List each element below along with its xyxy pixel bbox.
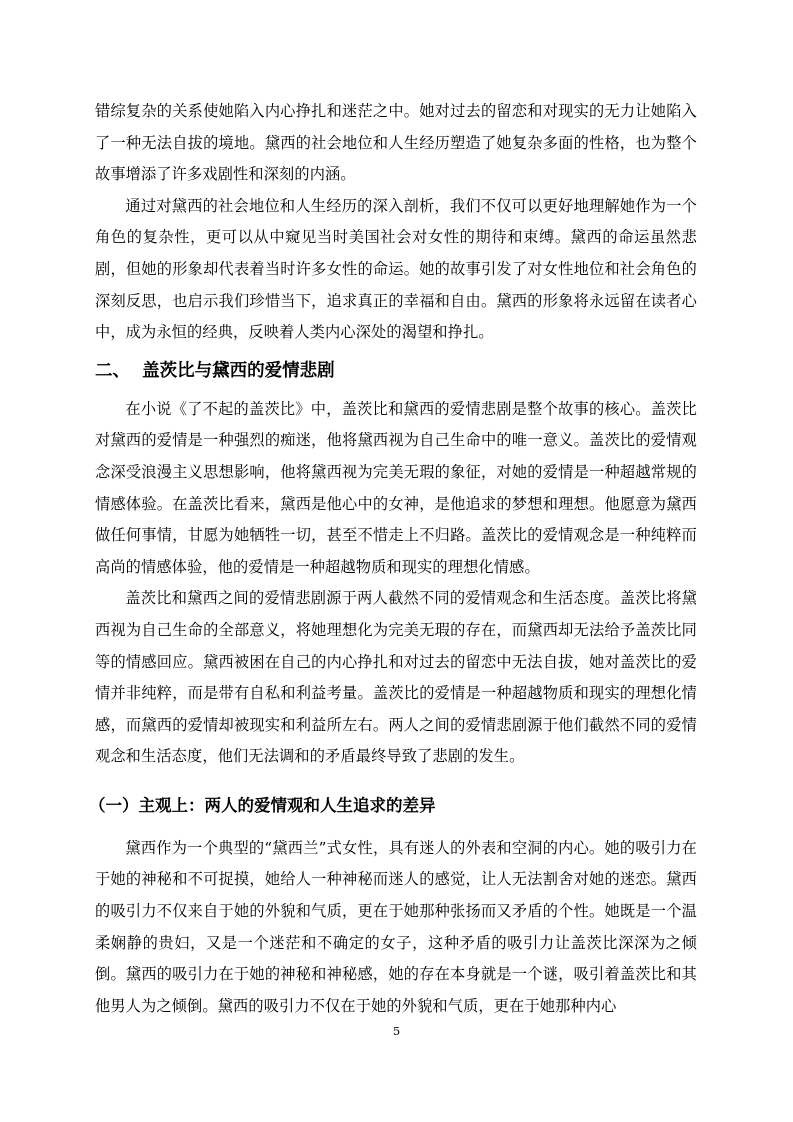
paragraph-love-tragedy: 盖茨比和黛西之间的爱情悲剧源于两人截然不同的爱情观念和生活态度。盖茨比将黛西视为自己生命的全部意义，将她理想化为完美无瑕的存在，而黛西却无法给予盖茨比同等的情感回应。黛西被困在自己的内心挣扎和对过去的留恋中无法自拔，她对盖茨比的爱情并非纯粹，而是带有自私和利益考量。盖茨比的爱情是一种超越物质和现实的理想化情感，而黛西的爱情却被现实和利益所左右。两人之间的爱情悲剧源于他们截然不同的爱情观念和生活态度，他们无法调和的矛盾最终导致了悲剧的发生。 bbox=[95, 589, 697, 766]
paragraph-analysis-summary: 通过对黛西的社会地位和人生经历的深入剖析，我们不仅可以更好地理解她作为一个角色的复杂性，更可以从中窥见当时美国社会对女性的期待和束缚。黛西的命运虽然悲剧，但她的形象却代表着当时许多女性的命运。她的故事引发了对女性地位和社会角色的深刻反思，也启示我们珍惜当下，追求真正的幸福和自由。黛西的形象将永远留在读者心中，成为永恒的经典，反映着人类内心深处的渴望和挣扎。 bbox=[95, 196, 697, 342]
paragraph-gatsby-love: 在小说《了不起的盖茨比》中，盖茨比和黛西的爱情悲剧是整个故事的核心。盖茨比对黛西的爱情是一种强烈的痴迷，他将黛西视为自己生命中的唯一意义。盖茨比的爱情观念深受浪漫主义思想影响，他将黛西视为完美无瑕的象征，对她的爱情是一种超越常规的情感体验。在盖茨比看来，黛西是他心中的女神，是他追求的梦想和理想。他愿意为黛西做任何事情，甘愿为她牺牲一切，甚至不惜走上不归路。盖茨比的爱情观念是一种纯粹而高尚的情感体验，他的爱情是一种超越物质和现实的理想化情感。 bbox=[95, 399, 697, 576]
paragraph-continuation: 错综复杂的关系使她陷入内心挣扎和迷茫之中。她对过去的留恋和对现实的无力让她陷入了一种无法自拔的境地。黛西的社会地位和人生经历塑造了她复杂多面的性格，也为整个故事增添了许多戏剧性和深刻的内涵。 bbox=[95, 102, 697, 184]
subsection-heading: （一）主观上：两人的爱情观和人生追求的差异 bbox=[89, 795, 436, 815]
section-heading: 二、 盖茨比与黛西的爱情悲剧 bbox=[95, 360, 335, 381]
page-number: 5 bbox=[392, 1024, 401, 1038]
paragraph-daisy-charm: 黛西作为一个典型的“黛西兰”式女性，具有迷人的外表和空洞的内心。她的吸引力在于她的神秘和不可捉摸，她给人一种神秘而迷人的感觉，让人无法割舍对她的迷恋。黛西的吸引力不仅来自于她的外貌和气质，更在于她那种张扬而又矛盾的个性。她既是一个温柔娴静的贵妇，又是一个迷茫和不确定的女子，这种矛盾的吸引力让盖茨比深深为之倾倒。黛西的吸引力在于她的神秘和神秘感，她的存在本身就是一个谜，吸引着盖茨比和其他男人为之倾倒。黛西的吸引力不仅在于她的外貌和气质，更在于她那种内心 bbox=[95, 838, 697, 1015]
page-body bbox=[89, 96, 697, 1022]
subsection-heading-wrap bbox=[89, 773, 697, 833]
